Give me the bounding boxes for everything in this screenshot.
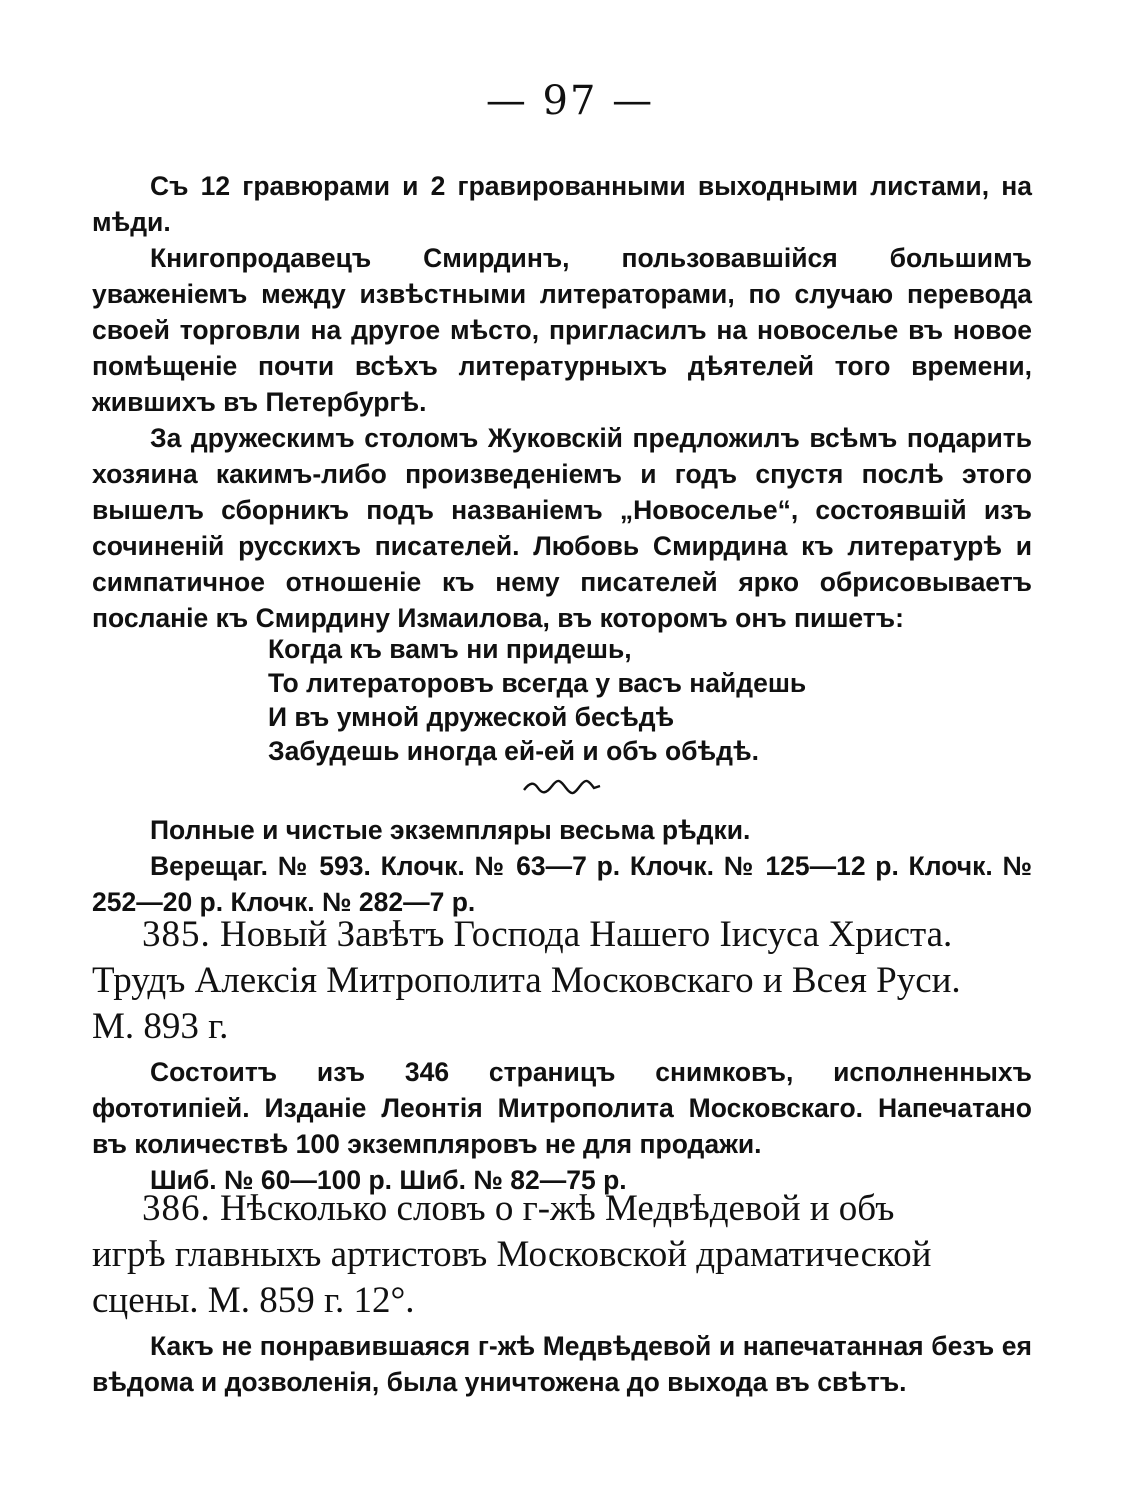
intro-block [92,168,1032,636]
entry-title-line: М. 893 г. [92,1006,229,1047]
entry-title-line: сцены. М. 859 г. 12°. [92,1280,415,1321]
poem-line: И въ умной дружеской бесѣдѣ [268,702,675,732]
entry-title-line: Трудъ Алексія Митрополита Московскаго и Всея Руси. [92,960,961,1001]
rarity-block [92,812,1032,920]
rarity-prices: Верещаг. № 593. Клочк. № 63—7 р. Клочк. № 125—12 р. Клочк. № 252—20 р. Клочк. № 282—7 р. [92,851,1032,917]
entry-385-description: Состоитъ изъ 346 страницъ снимковъ, исполненныхъ фототипіей. Изданіе Леонтія Митрополита Московскаго. Напечатано въ количествѣ 100 экземпляровъ не для продажи. [92,1057,1032,1159]
zhukovsky-paragraph: За дружескимъ столомъ Жуковскій предложилъ всѣмъ подарить хозяина какимъ-либо произведеніемъ и годъ спустя послѣ этого вышелъ сборникъ подъ названіемъ „Новоселье“, состоявшій изъ сочиненій русскихъ писателей. Любовь Смирдина къ литературѣ и симпатичное отношеніе къ нему писателей ярко обрисовываетъ посланіе къ Смирдину Измаилова, въ которомъ онъ пишетъ: [92,423,1032,633]
entry-386-description: Какъ не понравившаяся г-жѣ Медвѣдевой и напечатанная безъ ея вѣдома и дозволенія, была уничтожена до выхода въ свѣтъ. [92,1331,1032,1397]
entry-386-title [92,1186,1032,1324]
entry-title-line: игрѣ главныхъ артистовъ Московской драматической [92,1234,932,1275]
engravings-note: Съ 12 гравюрами и 2 гравированными выходными листами, на мѣди. [92,171,1032,237]
entry-385 [92,912,1032,1198]
entry-title-line: Нѣсколько словъ о г-жѣ Медвѣдевой и объ [220,1188,895,1229]
rarity-note: Полные и чистые экземпляры весьма рѣдки. [150,815,751,845]
entry-number: 385. [142,914,211,955]
smirdin-paragraph: Книгопродавецъ Смирдинъ, пользовавшійся большимъ уваженіемъ между извѣстными литераторами, по случаю перевода своей торговли на другое мѣсто, пригласилъ на новоселье въ новое помѣщеніе почти всѣхъ литературныхъ дѣятелей того времени, жившихъ въ Петербургѣ. [92,243,1032,417]
entry-385-title [92,912,1032,1050]
entry-title-line: Новый Завѣтъ Господа Нашего Іисуса Христа. [220,914,953,955]
section-divider-ornament [522,778,602,796]
poem-line: То литераторовъ всегда у васъ найдешь [268,668,807,698]
poem [268,632,806,768]
poem-line: Забудешь иногда ей-ей и объ обѣдѣ. [268,736,759,766]
page-number: — 97 — [485,78,655,124]
entry-386 [92,1186,1032,1400]
poem-line: Когда къ вамъ ни придешь, [268,634,632,664]
entry-number: 386. [142,1188,211,1229]
entry-385-prices: Шиб. № 60—100 р. Шиб. № 82—75 р. [150,1165,627,1195]
